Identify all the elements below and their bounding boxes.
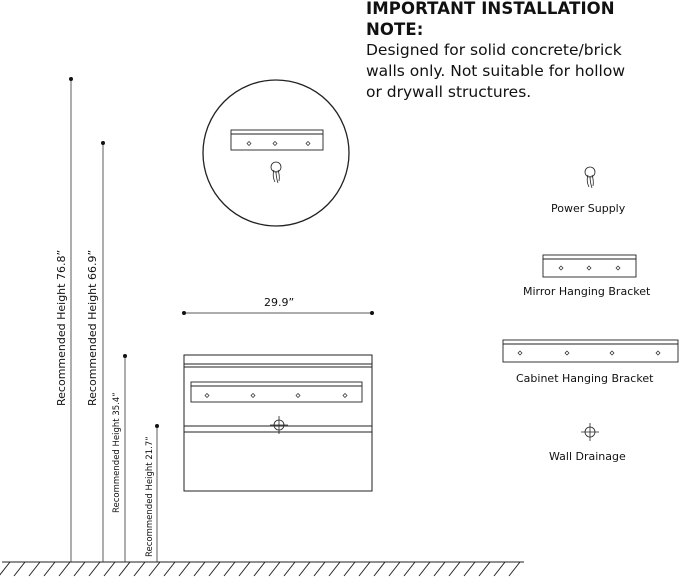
legend-cabinet-bracket: Cabinet Hanging Bracket [516, 372, 654, 385]
installation-note-title: IMPORTANT INSTALLATION NOTE: [366, 0, 615, 39]
cabinet-bracket [191, 382, 362, 402]
floor-hatch-line [314, 562, 325, 576]
legend-power-supply: Power Supply [551, 202, 626, 215]
floor-hatch-line [404, 562, 415, 576]
floor-hatch-line [104, 562, 115, 576]
cabinet [184, 355, 372, 491]
installation-note-line: walls only. Not suitable for hollow [366, 62, 626, 80]
height-marker-21-7 [155, 424, 159, 562]
mirror-power-supply-icon [271, 162, 281, 183]
floor-hatch-line [194, 562, 205, 576]
mirror-bracket-icon [543, 255, 636, 277]
floor-hatch-line [344, 562, 355, 576]
floor-hatch-line [299, 562, 310, 576]
floor-hatch-line [239, 562, 250, 576]
floor-hatch-line [389, 562, 400, 576]
power-supply-icon [585, 167, 595, 188]
floor-hatch-line [434, 562, 445, 576]
floor-hatch-line [59, 562, 70, 576]
floor-hatch-line [179, 562, 190, 576]
cabinet-bracket-icon [503, 340, 678, 362]
legend-wall-drainage: Wall Drainage [549, 450, 626, 463]
floor-hatch-line [494, 562, 505, 576]
width-dimension [182, 311, 374, 315]
floor-hatch-line [134, 562, 145, 576]
floor-hatch-line [464, 562, 475, 576]
height-label-76-8: Recommended Height 76.8” [55, 249, 68, 406]
floor-hatch-line [329, 562, 340, 576]
floor-hatch-line [509, 562, 520, 576]
floor-hatch-line [29, 562, 40, 576]
floor-hatch-line [479, 562, 490, 576]
floor-hatch-line [209, 562, 220, 576]
height-label-21-7: Recommended Height 21.7” [145, 436, 155, 557]
floor-hatch-line [0, 562, 10, 576]
cabinet-drainage-icon [270, 416, 288, 434]
installation-note [366, 0, 676, 103]
floor-hatch-line [374, 562, 385, 576]
floor-hatch-line [269, 562, 280, 576]
floor-hatch-line [284, 562, 295, 576]
floor-hatch-line [164, 562, 175, 576]
height-marker-35-4 [123, 354, 127, 562]
floor-hatch-line [449, 562, 460, 576]
floor [0, 562, 524, 576]
floor-hatch-line [74, 562, 85, 576]
floor-hatch-line [419, 562, 430, 576]
height-label-66-9: Recommended Height 66.9” [86, 249, 99, 406]
drainage-icon [581, 423, 599, 441]
floor-hatch-line [254, 562, 265, 576]
floor-hatch-line [44, 562, 55, 576]
mirror-bracket [231, 130, 323, 150]
floor-hatch-line [89, 562, 100, 576]
height-label-35-4: Recommended Height 35.4” [112, 392, 122, 513]
width-label: 29.9” [264, 296, 295, 309]
installation-note-line: Designed for solid concrete/brick [366, 41, 622, 59]
installation-note-line: or drywall structures. [366, 83, 532, 101]
floor-hatch-line [149, 562, 160, 576]
floor-hatch-line [224, 562, 235, 576]
height-marker-66-9 [101, 141, 105, 562]
floor-hatch-line [119, 562, 130, 576]
mirror [203, 80, 349, 226]
height-marker-76-8 [69, 77, 73, 562]
legend-mirror-bracket: Mirror Hanging Bracket [523, 285, 651, 298]
floor-hatch-line [359, 562, 370, 576]
floor-hatch-line [14, 562, 25, 576]
